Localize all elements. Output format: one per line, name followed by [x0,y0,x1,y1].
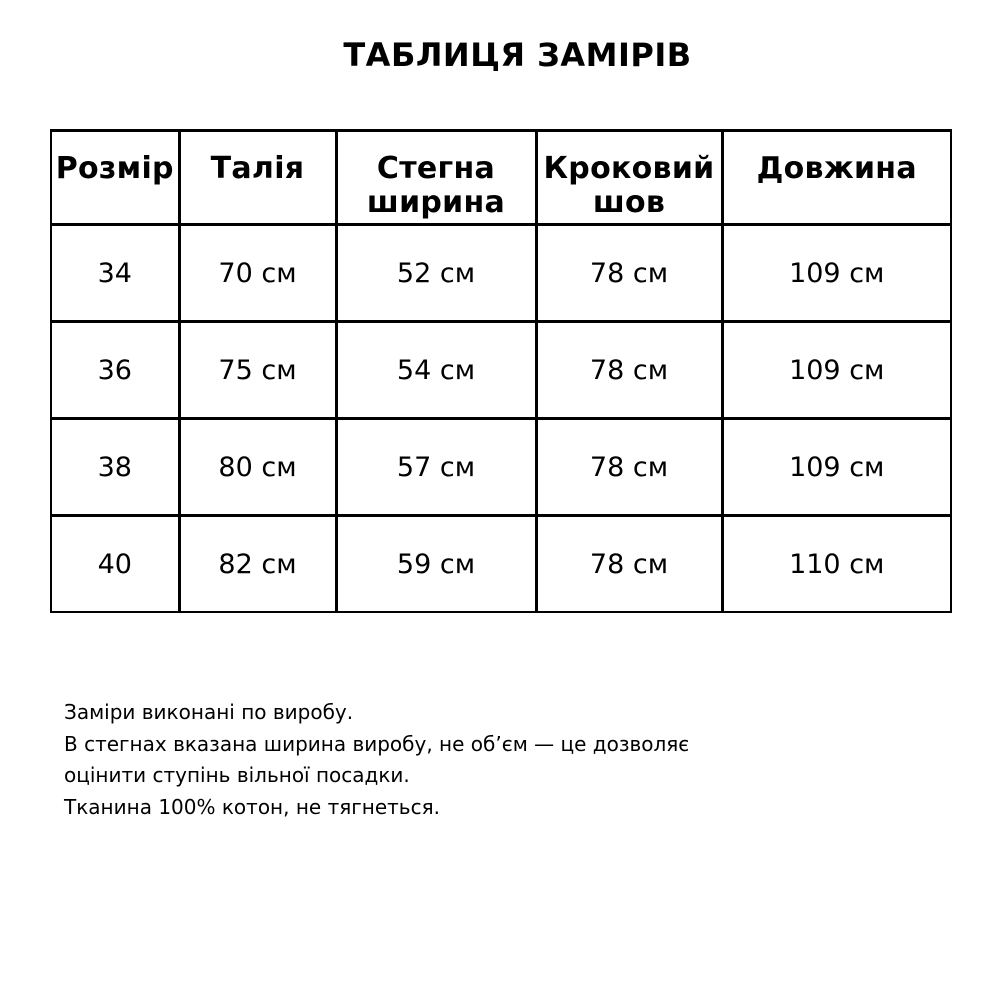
header-inseam [536,131,722,225]
header-inseam-line-2: шов [592,185,666,220]
table-header-row [51,131,951,225]
header-size-line-1: Розмір [55,151,174,186]
cell-inseam: 78 см [536,322,722,419]
header-waist-line-1: Талія [210,151,305,186]
cell-waist: 70 см [179,225,336,322]
header-length-line-1: Довжина [756,151,917,186]
table-row [51,516,951,613]
cell-hips: 57 см [336,419,536,516]
cell-size: 40 [51,516,179,613]
table-row [51,225,951,322]
cell-length: 110 см [722,516,951,613]
cell-size: 34 [51,225,179,322]
cell-length: 109 см [722,225,951,322]
cell-length: 109 см [722,419,951,516]
table-row [51,322,951,419]
cell-hips: 54 см [336,322,536,419]
header-hips-width [336,131,536,225]
header-length [722,131,951,225]
cell-waist: 80 см [179,419,336,516]
header-inseam-line-1: Кроковий [543,151,715,186]
cell-inseam: 78 см [536,225,722,322]
notes [64,697,964,823]
header-hips-line-1: Стегна [376,151,496,186]
table-row [51,419,951,516]
cell-waist: 75 см [179,322,336,419]
cell-waist: 82 см [179,516,336,613]
size-table [50,129,952,613]
cell-inseam: 78 см [536,419,722,516]
cell-length: 109 см [722,322,951,419]
cell-size: 38 [51,419,179,516]
note-line: Тканина 100% котон, не тягнеться. [64,794,440,819]
header-waist [179,131,336,225]
cell-inseam: 78 см [536,516,722,613]
note-line: оцінити ступінь вільної посадки. [64,763,410,787]
note-line: Заміри виконані по виробу. [64,700,354,724]
cell-size: 36 [51,322,179,419]
header-size [51,131,179,225]
cell-hips: 52 см [336,225,536,322]
cell-hips: 59 см [336,516,536,613]
header-hips-line-2: ширина [366,185,506,220]
note-line: В стегнах вказана ширина виробу, не об’єм — це дозволяє [64,731,690,756]
page-title: ТАБЛИЦЯ ЗАМІРІВ [343,36,692,74]
